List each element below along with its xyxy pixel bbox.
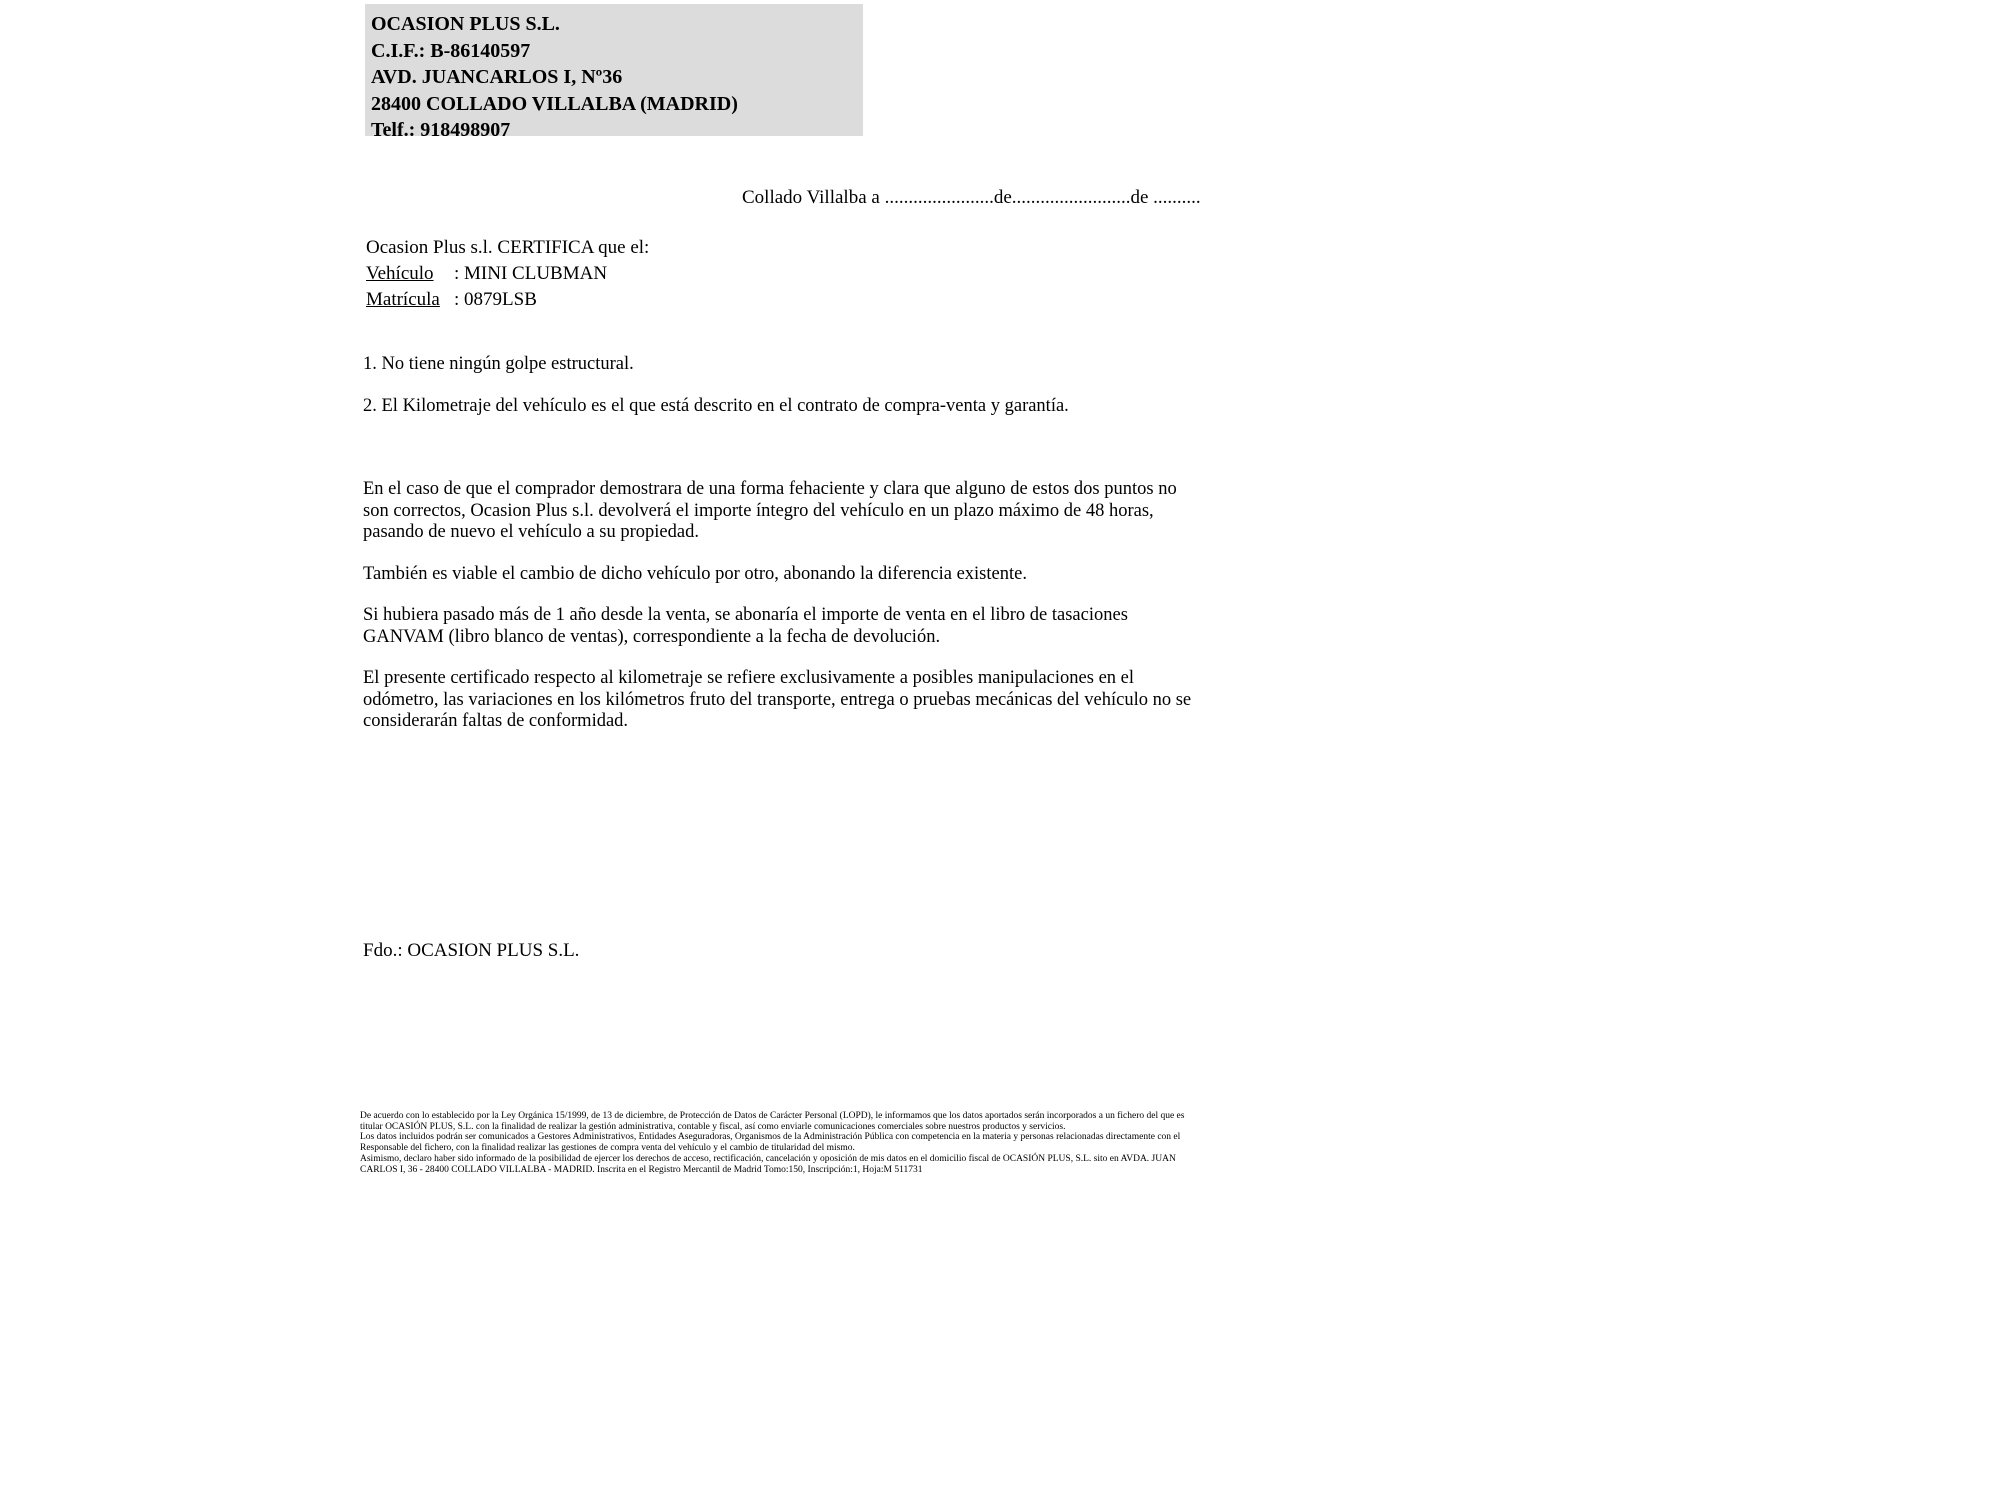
certificate-points (363, 354, 1203, 438)
paragraph-ganvam: Si hubiera pasado más de 1 año desde la venta, se abonaría el importe de venta en el libro de tasaciones GANVAM (libro blanco de ventas), correspondiente a la fecha de devolución. (363, 605, 1128, 647)
point-2: 2. El Kilometraje del vehículo es el que está descrito en el contrato de compra-venta y garantía. (363, 396, 1069, 416)
company-name: OCASION PLUS S.L. (371, 13, 560, 35)
point-1: 1. No tiene ningún golpe estructural. (363, 354, 634, 374)
vehicle-value: : MINI CLUBMAN (454, 263, 608, 284)
certificate-block (366, 235, 649, 313)
certificate-intro: Ocasion Plus s.l. CERTIFICA que el: (366, 237, 650, 258)
letterhead (365, 4, 863, 141)
date-line: Collado Villalba a .......................de.........................de .......... (742, 187, 1201, 208)
paragraph-exchange: También es viable el cambio de dicho vehículo por otro, abonando la diferencia existente. (363, 563, 1027, 584)
vehicle-label: Vehículo (366, 263, 434, 284)
paragraph-odometer: El presente certificado respecto al kilometraje se refiere exclusivamente a posibles manipulaciones en el odómetro, las variaciones en los kilómetros fruto del transporte, entrega o pruebas mecánicas del vehículo no se considerarán faltas de conformidad. (363, 668, 1192, 731)
legal-footer (360, 1111, 1205, 1175)
body-paragraphs (363, 479, 1193, 753)
company-address: AVD. JUANCARLOS I, Nº36 (371, 66, 623, 88)
plate-label: Matrícula (366, 289, 440, 310)
company-phone: Telf.: 918498907 (371, 119, 511, 141)
paragraph-refund: En el caso de que el comprador demostrara de una forma fehaciente y clara que alguno de estos dos puntos no son correctos, Ocasion Plus s.l. devolverá el importe íntegro del vehículo en un plazo máximo de 48 horas, pasando de nuevo el vehículo a su propiedad. (363, 479, 1177, 542)
legal-footer-paragraph-1: De acuerdo con lo establecido por la Ley Orgánica 15/1999, de 13 de diciembre, de Protección de Datos de Carácter Personal (LOPD), le informamos que los datos aportados serán incorporados a un fichero del que es titular OCASIÓN PLUS, S.L. con la finalidad de realizar la gestión administrativa, contable y fiscal, así como enviarle comunicaciones comerciales sobre nuestros productos y servicios. (360, 1111, 1185, 1132)
plate-value: : 0879LSB (454, 289, 537, 310)
plate-row (366, 287, 649, 313)
company-city: 28400 COLLADO VILLALBA (MADRID) (371, 92, 738, 115)
signature-line: Fdo.: OCASION PLUS S.L. (363, 940, 580, 961)
company-cif: C.I.F.: B-86140597 (371, 39, 531, 62)
legal-footer-paragraph-3: Asimismo, declaro haber sido informado de la posibilidad de ejercer los derechos de acceso, rectificación, cancelación y oposición de mis datos en el domicilio fiscal de OCASIÓN PLUS, S.L. sito en AVDA. JUAN CARLOS I, 36 - 28400 COLLADO VILLALBA - MADRID. Inscrita en el Registro Mercantil de Madrid Tomo:150, Inscripción:1, Hoja:M 511731 (360, 1153, 1176, 1175)
legal-footer-paragraph-2: Los datos incluidos podrán ser comunicados a Gestores Administrativos, Entidades Aseguradoras, Organismos de la Administración Pública con competencia en la materia y personas relacionadas directamente con el Responsable del fichero, con la finalidad realizar las gestiones de compra venta del vehículo y el cambio de titularidad del mismo. (360, 1132, 1181, 1154)
vehicle-row (366, 261, 649, 287)
